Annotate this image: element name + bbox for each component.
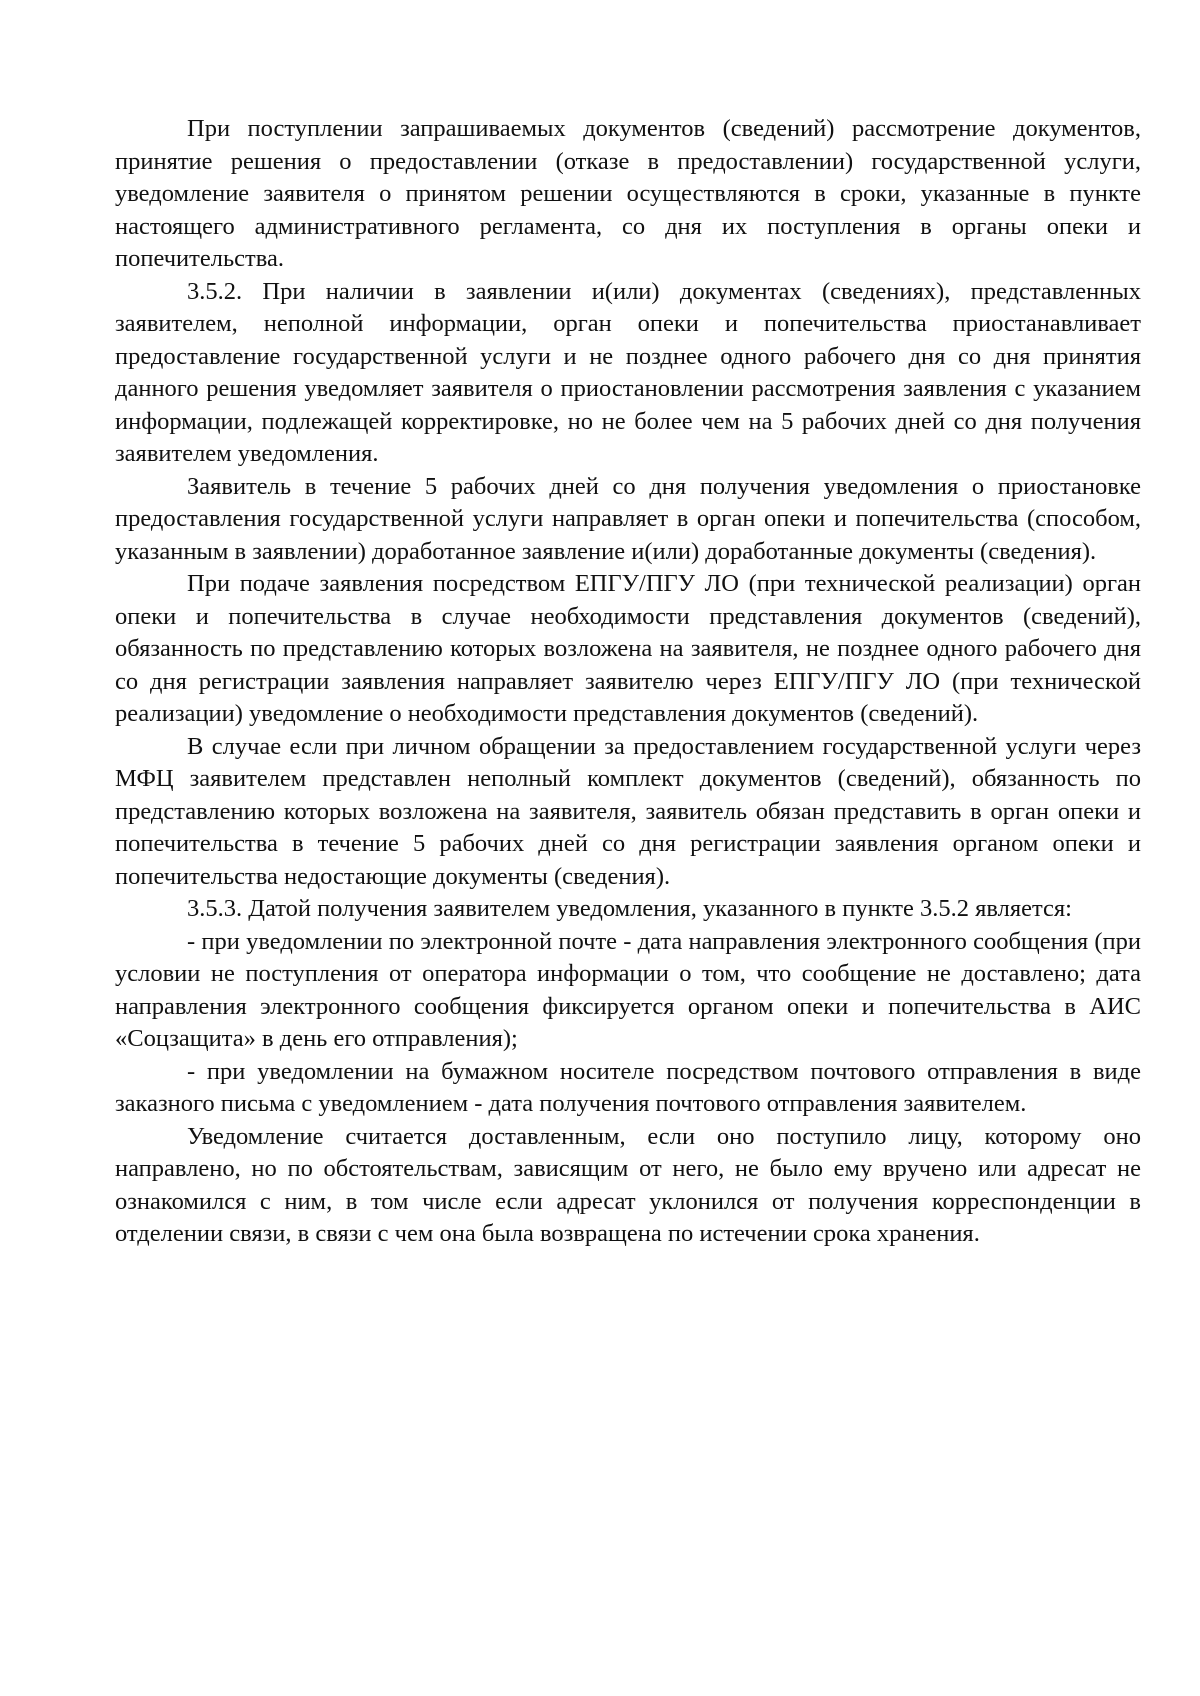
paragraph-epgu-submission: При подаче заявления посредством ЕПГУ/ПГУ ЛО (при технической реализации) орган опеки и попечительства в случае необходимости представления документов (сведений), обязанность по представлению которых возложена на заявителя, не позднее одного рабочего дня со дня регистрации заявления направляет заявителю через ЕПГУ/ПГУ ЛО (при технической реализации) уведомление о необходимости представления документов (сведений). xyxy=(115,570,1141,727)
paragraph-email-notice: - при уведомлении по электронной почте - дата направления электронного сообщения (при условии не поступления от оператора информации о том, что сообщение не доставлено; дата направления электронного сообщения фиксируется органом опеки и попечительства в АИС «Соцзащита» в день его отправления); xyxy=(115,927,1141,1052)
paragraph-3-5-2: 3.5.2. При наличии в заявлении и(или) документах (сведениях), представленных заявителем, неполной информации, орган опеки и попечительства приостанавливает предоставление государственной услуги и не позднее одного рабочего дня со дня принятия данного решения уведомляет заявителя о приостановлении рассмотрения заявления с указанием информации, подлежащей корректировке, но не более чем на 5 рабочих дней со дня получения заявителем уведомления. xyxy=(115,277,1141,467)
paragraph-applicant-resubmission: Заявитель в течение 5 рабочих дней со дня получения уведомления о приостановке предоставления государственной услуги направляет в орган опеки и попечительства (способом, указанным в заявлении) доработанное заявление и(или) доработанные документы (сведения). xyxy=(115,472,1141,565)
paragraph-documents-received: При поступлении запрашиваемых документов (сведений) рассмотрение документов, принятие решения о предоставлении (отказе в предоставлении) государственной услуги, уведомление заявителя о принятом решении осуществляются в сроки, указанные в пункте настоящего административного регламента, со дня их поступления в органы опеки и попечительства. xyxy=(115,115,1141,272)
paragraph-paper-notice: - при уведомлении на бумажном носителе посредством почтового отправления в виде заказного письма с уведомлением - дата получения почтового отправления заявителем. xyxy=(115,1057,1141,1117)
document-body xyxy=(115,113,1141,1251)
paragraph-3-5-3: 3.5.3. Датой получения заявителем уведомления, указанного в пункте 3.5.2 является: xyxy=(187,895,1072,922)
paragraph-notice-delivered: Уведомление считается доставленным, если оно поступило лицу, которому оно направлено, но по обстоятельствам, зависящим от него, не было ему вручено или адресат не ознакомился с ним, в том числе если адресат уклонился от получения корреспонденции в отделении связи, в связи с чем она была возвращена по истечении срока хранения. xyxy=(115,1122,1141,1247)
paragraph-mfc-submission: В случае если при личном обращении за предоставлением государственной услуги через МФЦ заявителем представлен неполный комплект документов (сведений), обязанность по представлению которых возложена на заявителя, заявитель обязан представить в орган опеки и попечительства в течение 5 рабочих дней со дня регистрации заявления органом опеки и попечительства недостающие документы (сведения). xyxy=(115,732,1141,890)
